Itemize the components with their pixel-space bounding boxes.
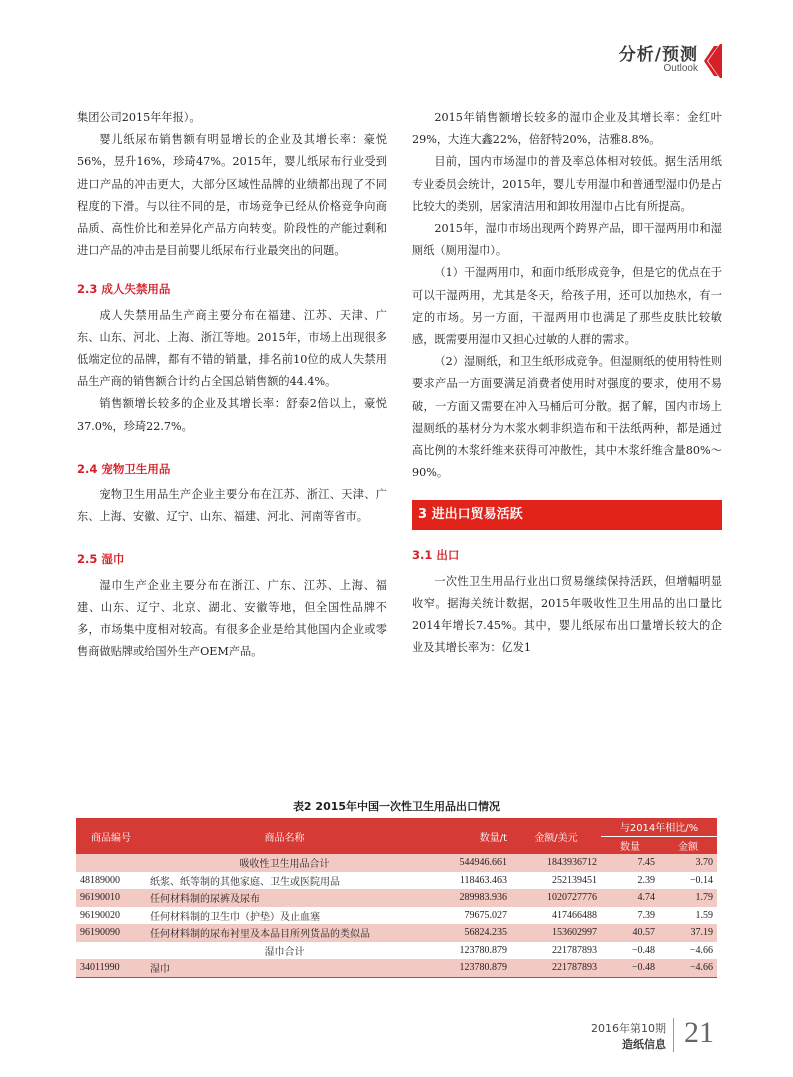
paragraph: 销售额增长较多的企业及其增长率：舒泰2倍以上，豪悦37.0%，珍琦22.7%。 [77,397,387,433]
section-title: 分析/预测 [618,45,698,65]
cell-amount: 221787893 [552,944,597,956]
cell-code: 96190090 [76,924,146,942]
section-subtitle: Outlook [663,63,698,74]
paragraph: 宠物卫生用品生产企业主要分布在江苏、浙江、天津、广东、上海、安徽、辽宁、山东、福建、河北、河南等省市。 [77,488,387,524]
col-header-compare-qty: 数量 [601,836,659,854]
cell-pct-qty: 4.74 [601,889,659,907]
paragraph: 一次性卫生用品行业出口贸易继续保持活跃，但增幅明显收窄。据海关统计数据，2015年吸收性卫生用品的出口量比2014年增长7.45%。其中，婴儿纸尿布出口量增长较大的企业及其增长率为：亿发1 [412,574,722,655]
cell-name: 湿巾 [146,959,423,977]
table-caption: 表2 2015年中国一次性卫生用品出口情况 [292,800,501,813]
cell-pct-qty: −0.48 [601,959,659,977]
table-row [76,924,717,942]
cell-pct-amount: −4.66 [659,959,717,977]
cell-name: 湿巾合计 [264,946,305,958]
paragraph: 目前，国内市场湿巾的普及率总体相对较低。据生活用纸专业委员会统计，2015年，婴儿专用湿巾和普通型湿巾仍是占比较大的类别，居家清洁用和卸妆用湿巾占比有所提高。 [412,155,722,213]
paragraph: 婴儿纸尿布销售额有明显增长的企业及其增长率：豪悦56%，昱升16%，珍琦47%。2015年，婴儿纸尿布行业受到进口产品的冲击更大，大部分区域性品牌的业绩都出现了不同程度的下滑。与以往不同的是，市场竞争已经从价格竞争向商品质、高性价比和差异化产品方向转变。阶段性的产能过剩和进口产品的冲击是目前婴儿纸尿布行业最突出的问题。 [77,133,387,258]
col-header-amount: 金额/美元 [511,818,601,854]
section-banner-3: 3 进出口贸易活跃 [412,500,722,530]
paragraph: 湿巾生产企业主要分布在浙江、广东、江苏、上海、福建、山东、辽宁、北京、湖北、安徽等地，但全国性品牌不多，市场集中度相对较高。有很多企业是给其他国内企业或零售商做贴牌或给国外生产OEM产品。 [77,578,387,659]
table-row [76,889,717,907]
issue-label: 2016年第10期 [591,1022,666,1035]
cell-qty: 289983.936 [423,889,511,907]
section-heading-2-4: 2.4 宠物卫生用品 [77,461,171,476]
col-header-compare: 与2014年相比/% [601,818,717,836]
cell-name: 任何材料制的尿裤及尿布 [146,889,423,907]
paragraph: 2015年，湿巾市场出现两个跨界产品，即干湿两用巾和湿厕纸（厕用湿巾）。 [412,222,722,258]
cell-pct-qty: 40.57 [601,924,659,942]
cell-code [76,854,146,872]
table-row [76,942,717,960]
cell-qty: 123780.879 [459,944,507,956]
col-header-name: 商品名称 [146,818,423,854]
right-column [412,107,722,659]
paragraph: 成人失禁用品生产商主要分布在福建、江苏、天津、广东、山东、河北、上海、浙江等地。2015年，市场上出现很多低端定位的品牌，都有不错的销量，排名前10位的成人失禁用品生产商的销售额合计约占全国总销售额的44.4%。 [77,308,387,389]
cell-pct-qty: 7.39 [637,909,655,921]
section-heading-2-3: 2.3 成人失禁用品 [77,282,171,297]
page-number: 21 [684,1016,714,1049]
footer-divider [673,1018,674,1052]
cell-code: 48189000 [80,874,120,886]
cell-pct-amount: 1.59 [695,909,713,921]
table-row [76,854,717,872]
cell-code: 96190010 [76,889,146,907]
col-header-qty: 数量/t [423,818,511,854]
cell-qty: 79675.027 [464,909,507,921]
cell-name: 吸收性卫生用品合计 [146,854,423,872]
cell-code: 34011990 [76,959,146,977]
cell-name: 纸浆、纸等制的其他家庭、卫生或医院用品 [150,876,340,888]
cell-amount: 252139451 [552,874,597,886]
chevron-left-icon [704,44,722,78]
paragraph: （2）湿厕纸，和卫生纸形成竞争。但湿厕纸的使用特性则要求产品一方面要满足消费者使用时对强度的要求，使用不易破，一方面又需要在冲入马桶后可分散。据了解，国内市场上湿厕纸的基材分为木浆水刺非织造布和干法纸两种，都是通过高比例的木浆纤维来获得可冲散性，其中木浆纤维含量80%～90%。 [412,355,722,480]
cell-pct-amount: 1.79 [659,889,717,907]
cell-amount: 1843936712 [511,854,601,872]
col-header-code: 商品编号 [76,818,146,854]
paragraph: 2015年销售额增长较多的湿巾企业及其增长率：金红叶29%，大连大鑫22%，倍舒特20%，洁雅8.8%。 [412,111,722,147]
cell-pct-qty: 2.39 [637,874,655,886]
cell-name: 任何材料制的卫生巾（护垫）及止血塞 [150,911,320,923]
table-row [76,907,717,925]
cell-amount: 221787893 [511,959,601,977]
cell-amount: 153602997 [511,924,601,942]
cell-amount: 1020727776 [511,889,601,907]
cell-qty: 56824.235 [423,924,511,942]
section-heading-3-1: 3.1 出口 [412,548,460,563]
cell-name: 任何材料制的尿布衬里及本品目所列货品的类似品 [146,924,423,942]
cell-pct-amount: −0.14 [689,874,713,886]
table-row [76,872,717,890]
cell-amount: 417466488 [552,909,597,921]
paragraph: 集团公司2015年年报）。 [77,111,201,124]
cell-code [76,942,146,960]
export-table [76,818,717,978]
paragraph: （1）干湿两用巾，和面巾纸形成竞争，但是它的优点在于可以干湿两用，尤其是冬天，给孩子用，还可以加热水，有一定的市场。另一方面，干湿两用巾也满足了那些皮肤比较敏感，既需要用湿巾又担心过敏的人群的需求。 [412,266,722,347]
cell-pct-qty: −0.48 [631,944,655,956]
cell-qty: 118463.463 [459,874,507,886]
cell-pct-amount: 37.19 [659,924,717,942]
cell-pct-amount: 3.70 [659,854,717,872]
cell-pct-amount: −4.66 [689,944,713,956]
section-heading-2-5: 2.5 湿巾 [77,552,125,567]
cell-qty: 123780.879 [423,959,511,977]
magazine-name: 造纸信息 [622,1038,666,1051]
cell-qty: 544946.661 [423,854,511,872]
cell-code: 96190020 [80,909,120,921]
cell-pct-qty: 7.45 [601,854,659,872]
table-row [76,959,717,977]
col-header-compare-amount: 金额 [659,836,717,854]
left-column [77,107,387,663]
